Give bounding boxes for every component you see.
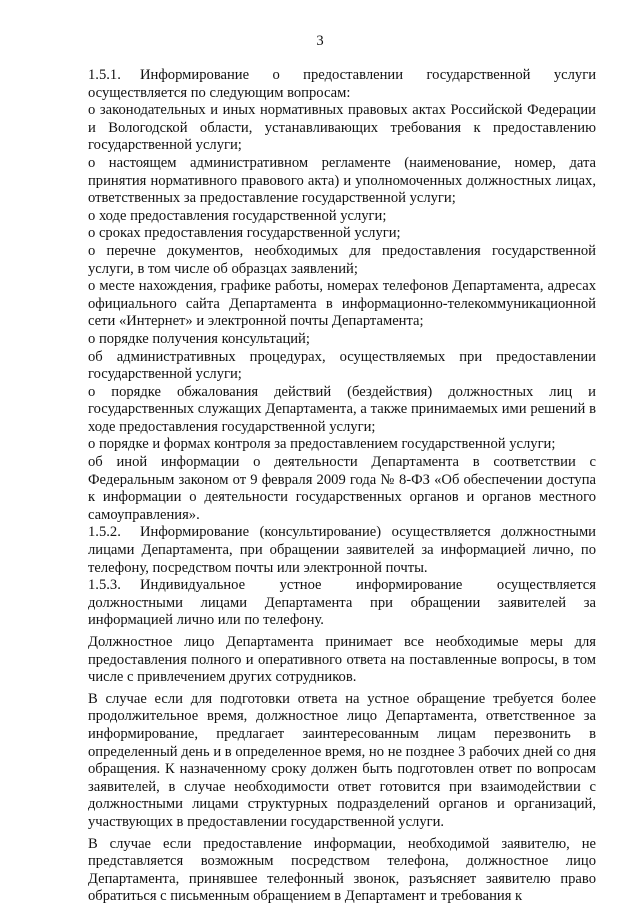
list-item: о порядке обжалования действий (бездействия) должностных лиц и государственных служащих Департамента, а также принимаемых ими решений в ходе предоставления государственной услуги;: [88, 383, 596, 435]
paragraph: В случае если для подготовки ответа на устное обращение требуется более продолжительное время, должностное лицо Департамента, ответственное за информирование, предлагает заинтересованным лицам перезвонить в определенный день и в определенное время, но не позднее 3 рабочих дней со дня обращения. К назначенному сроку должен быть подготовлен ответ по вопросам заявителей, в случае необходимости ответ готовится при взаимодействии с должностными лицами структурных подразделений органов и организаций, участвующих в предоставлении государственной услуги.: [88, 690, 596, 830]
section-number: 1.5.2.: [88, 524, 121, 541]
paragraph-1-5-3: [88, 577, 596, 630]
paragraph-text: Информирование о предоставлении государственной услуги осуществляется по следующим вопросам:: [88, 67, 596, 101]
list-item: о перечне документов, необходимых для предоставления государственной услуги, в том числе об образцах заявлений;: [88, 242, 596, 277]
paragraph-1-5-2: [88, 524, 596, 577]
paragraph-1-5-1: [88, 67, 596, 102]
paragraph-text: Информирование (консультирование) осуществляется должностными лицами Департамента, при обращении заявителей за информацией лично, по телефону, посредством почты или электронной почты.: [88, 524, 596, 576]
paragraph: Должностное лицо Департамента принимает все необходимые меры для предоставления полного и оперативного ответа на поставленные вопросы, в том числе с привлечением других сотрудников.: [88, 634, 596, 686]
section-number: 1.5.1.: [88, 67, 121, 83]
list-item: о месте нахождения, графике работы, номерах телефонов Департамента, адресах официального сайта Департамента в информационно-телекоммуникационной сети «Интернет» и электронной почты Департамента;: [88, 278, 596, 330]
list-item: об административных процедурах, осуществляемых при предоставлении государственной услуги;: [88, 348, 596, 383]
list-item: о настоящем административном регламенте (наименование, номер, дата принятия нормативного правового акта) и уполномоченных должностных лицах, ответственных за предоставление государственной услуги;: [88, 154, 596, 207]
paragraph-text: Индивидуальное устное информирование осуществляется должностными лицами Департамента при обращении заявителей за информацией лично или по телефону.: [88, 577, 596, 629]
page-number: 3: [316, 33, 324, 49]
list-item: о порядке получения консультаций;: [88, 330, 310, 347]
list-item: о сроках предоставления государственной услуги;: [88, 225, 401, 242]
list-item: об иной информации о деятельности Департамента в соответствии с Федеральным законом от 9 февраля 2009 года № 8-ФЗ «Об обеспечении доступа к информации о деятельности государственных органов и органов местного самоуправления».: [88, 454, 596, 523]
list-item: о порядке и формах контроля за предоставлением государственной услуги;: [88, 436, 556, 453]
section-number: 1.5.3.: [88, 577, 121, 594]
document-body: [88, 67, 596, 906]
list-item: о ходе предоставления государственной услуги;: [88, 207, 387, 224]
paragraph: В случае если предоставление информации, необходимой заявителю, не представляется возможным посредством телефона, должностное лицо Департамента, принявшее телефонный звонок, разъясняет заявителю право обратиться с письменным обращением в Департамент и требования к: [88, 835, 596, 905]
list-item: о законодательных и иных нормативных правовых актах Российской Федерации и Вологодской области, устанавливающих требования к предоставлению государственной услуги;: [88, 102, 596, 154]
